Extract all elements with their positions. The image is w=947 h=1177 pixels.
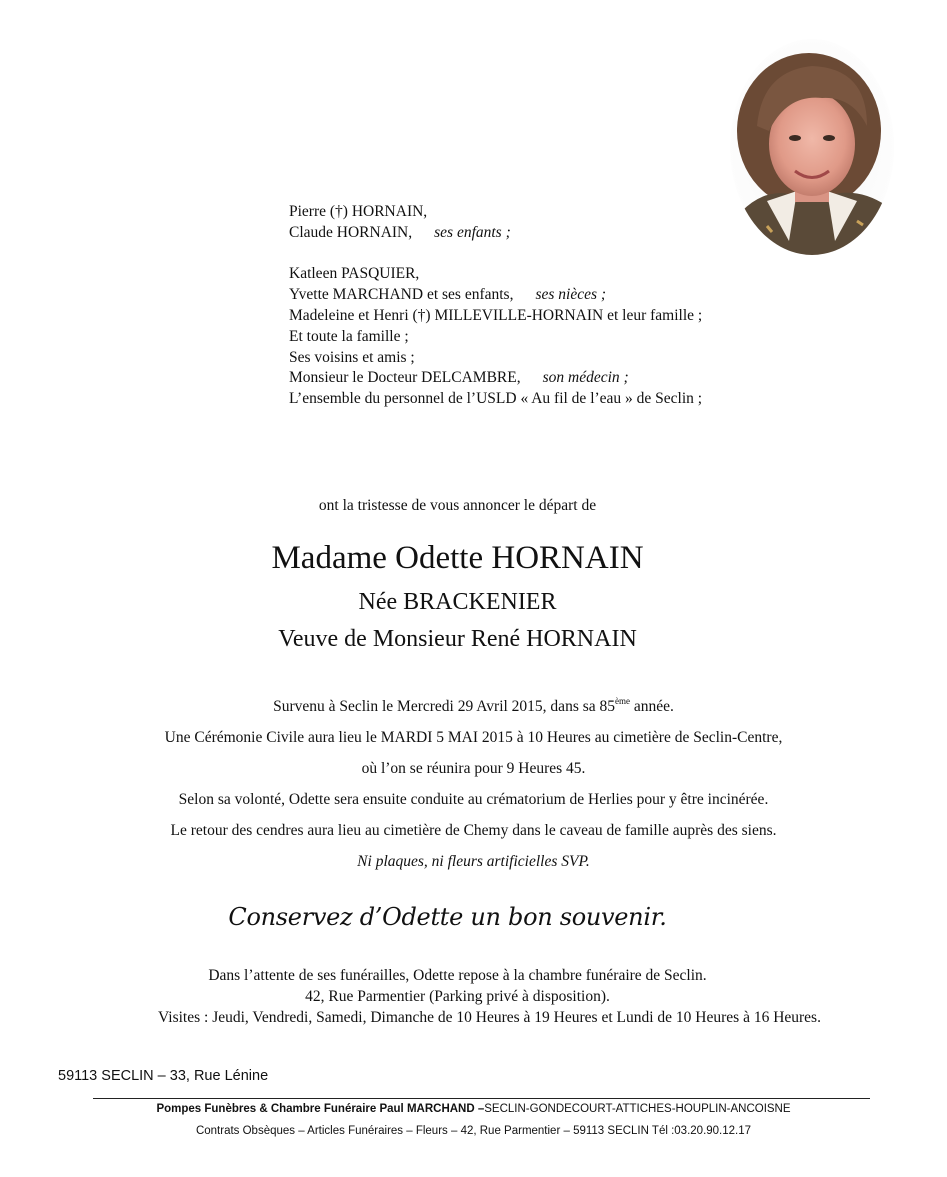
motto: Conservez d’Odette un bon souvenir. bbox=[228, 903, 667, 931]
company-line: Pompes Funèbres & Chambre Funéraire Paul MARCHAND –SECLIN-GONDECOURT-ATTICHES-HOUPLIN-ANCOISNE bbox=[156, 1103, 791, 1115]
no-flowers-note: Ni plaques, ni fleurs artificielles SVP. bbox=[357, 853, 590, 870]
maiden-name: Née BRACKENIER bbox=[358, 589, 557, 615]
family-role: ses enfants ; bbox=[434, 223, 511, 241]
widow-of: Veuve de Monsieur René HORNAIN bbox=[278, 626, 637, 652]
family-line: Madeleine et Henri (†) MILLEVILLE-HORNAIN et leur famille ; bbox=[289, 306, 703, 324]
footer-divider bbox=[93, 1098, 870, 1099]
ashes-details: Le retour des cendres aura lieu au cimetière de Chemy dans le caveau de famille auprès des siens. bbox=[170, 822, 777, 839]
meeting-time: où l’on se réunira pour 9 Heures 45. bbox=[361, 760, 586, 777]
rest-address: 42, Rue Parmentier (Parking privé à disposition). bbox=[305, 988, 610, 1005]
visiting-hours: Visites : Jeudi, Vendredi, Samedi, Dimanche de 10 Heures à 19 Heures et Lundi de 10 Heures à 16 Heures. bbox=[158, 1009, 821, 1026]
family-line: Pierre (†) HORNAIN, bbox=[289, 203, 428, 220]
announcement-intro: ont la tristesse de vous annoncer le départ de bbox=[318, 497, 597, 514]
death-details: Survenu à Seclin le Mercredi 29 Avril 2015, dans sa 85ème année. bbox=[273, 696, 674, 715]
family-line: Ses voisins et amis ; bbox=[289, 348, 415, 366]
deceased-name: Madame Odette HORNAIN bbox=[271, 540, 644, 576]
family-line: Claude HORNAIN, ses enfants ; bbox=[289, 223, 511, 241]
rest-location: Dans l’attente de ses funérailles, Odette repose à la chambre funéraire de Seclin. bbox=[208, 967, 707, 984]
ceremony-details: Une Cérémonie Civile aura lieu le MARDI 5 MAI 2015 à 10 Heures au cimetière de Seclin-Centre, bbox=[164, 729, 783, 746]
family-role: son médecin ; bbox=[542, 369, 629, 387]
services-line: Contrats Obsèques – Articles Funéraires – Fleurs – 42, Rue Parmentier – 59113 SECLIN Tél :03.20.90.12.17 bbox=[195, 1125, 752, 1137]
family-line: Et toute la famille ; bbox=[289, 327, 409, 345]
family-line: Katleen PASQUIER, bbox=[289, 265, 420, 283]
family-list bbox=[289, 202, 849, 410]
footer-address: 59113 SECLIN – 33, Rue Lénine bbox=[58, 1068, 269, 1084]
family-line: L’ensemble du personnel de l’USLD « Au fil de l’eau » de Seclin ; bbox=[289, 390, 703, 408]
family-line: Monsieur le Docteur DELCAMBRE, son médecin ; bbox=[289, 369, 629, 387]
cremation-details: Selon sa volonté, Odette sera ensuite conduite au crématorium de Herlies pour y être incinérée. bbox=[178, 791, 769, 808]
family-role: ses nièces ; bbox=[535, 286, 607, 304]
family-line: Yvette MARCHAND et ses enfants, ses nièces ; bbox=[289, 286, 607, 304]
